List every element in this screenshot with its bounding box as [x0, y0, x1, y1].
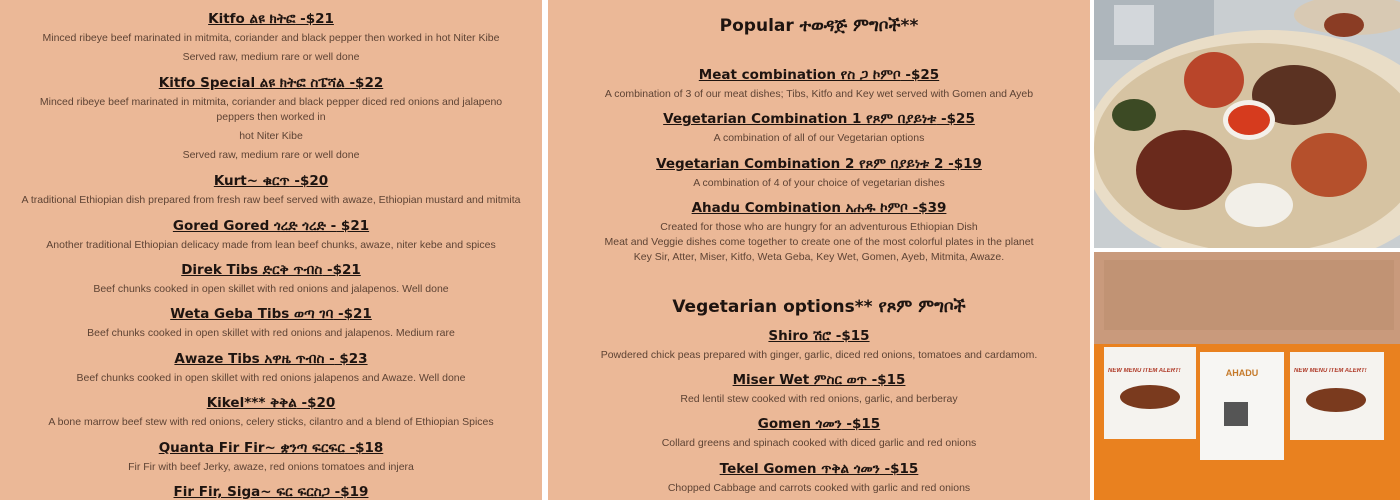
menu-item-description: Created for those who are hungry for an adventurous Ethiopian Dish — [660, 221, 978, 233]
restaurant-wall-photo — [1094, 252, 1400, 500]
section-heading-popular: Popular ተወዳጅ ምግቦች** — [719, 16, 919, 36]
menu-item-description: Key Sir, Atter, Miser, Kitfo, Weta Geba, Key Wet, Gomen, Ayeb, Mitmita, Awaze. — [633, 251, 1005, 263]
menu-item-title: Gored Gored ጎረድ ጎረድ - $21 — [172, 218, 370, 234]
menu-item-description: A combination of 3 of our meat dishes; Tibs, Kitfo and Key wet served with Gomen and Ayeb — [604, 88, 1034, 100]
menu-item-description: hot Niter Kibe — [239, 130, 303, 142]
menu-item-title: Ahadu Combination አሐዱ ኮምቦ -$39 — [691, 200, 947, 216]
menu-item-title: Tekel Gomen ጥቅል ጎመን -$15 — [719, 461, 919, 477]
menu-item-price: -$18 — [344, 440, 384, 456]
menu-item-title: Quanta Fir Fir~ ቋንጣ ፍርፍር -$18 — [158, 440, 384, 456]
menu-item-price: -$21 — [322, 262, 361, 278]
menu-item — [548, 111, 1090, 146]
poster-left-caption: NEW MENU ITEM ALERT! — [1108, 368, 1181, 374]
menu-item-price: $21 — [336, 218, 370, 234]
menu-item-description: Minced ribeye beef marinated in mitmita, coriander and black pepper diced red onions and jalapeno peppers then worked in — [39, 96, 503, 123]
menu-item — [548, 416, 1090, 451]
menu-item — [548, 328, 1090, 363]
menu-page-combos-vegetarian — [548, 0, 1090, 500]
menu-item — [548, 461, 1090, 496]
menu-item-price: -$15 — [831, 328, 870, 344]
menu-item-price: -$15 — [841, 416, 881, 432]
menu-item — [548, 156, 1090, 191]
menu-item — [0, 351, 542, 386]
menu-item-description: A bone marrow beef stew with red onions, celery sticks, cilantro and a blend of Ethiopian Spices — [48, 416, 494, 428]
menu-item-description: Collard greens and spinach cooked with diced garlic and red onions — [661, 437, 977, 449]
menu-item-description: A traditional Ethiopian dish prepared from fresh raw beef served with awaze, Ethiopian mustard and mitmita — [21, 194, 521, 206]
menu-item-price: -$19 — [943, 156, 982, 172]
menu-item — [548, 67, 1090, 102]
poster-center-logo: AHADU — [1225, 368, 1259, 378]
menu-item-title: Vegetarian Combination 2 የጾም በያይነቱ 2 -$19 — [656, 156, 982, 172]
menu-item-description: Beef chunks cooked in open skillet with red onions and jalapenos. Medium rare — [87, 327, 455, 339]
poster-right-caption: NEW MENU ITEM ALERT! — [1294, 368, 1367, 374]
menu-item-price: -$39 — [907, 200, 947, 216]
menu-item-description: Served raw, medium rare or well done — [182, 51, 360, 63]
menu-item — [548, 372, 1090, 407]
menu-item-price: -$25 — [900, 67, 940, 83]
menu-item — [0, 218, 542, 253]
menu-item-title: Awaze Tibs አዋዜ ጥብስ - $23 — [174, 351, 368, 367]
menu-item — [0, 306, 542, 341]
menu-item-price: -$20 — [289, 173, 329, 189]
menu-item — [0, 11, 542, 65]
menu-item-title: Miser Wet ምስር ወጥ -$15 — [732, 372, 906, 388]
menu-item-price: -$19 — [329, 484, 369, 500]
menu-item-price: -$25 — [936, 111, 975, 127]
menu-item-title: Kurt~ ቁርጥ -$20 — [213, 173, 329, 189]
menu-item-price: -$15 — [866, 372, 906, 388]
menu-item-title: Meat combination የስ ጋ ኮምቦ -$25 — [698, 67, 940, 83]
menu-item-title: Vegetarian Combination 1 የጾም በያይነቱ -$25 — [663, 111, 975, 127]
menu-item — [0, 395, 542, 430]
menu-item — [0, 440, 542, 475]
menu-item-price: -$21 — [333, 306, 372, 322]
food-platter-illustration — [1094, 0, 1400, 248]
menu-item-description: Red lentil stew cooked with red onions, garlic, and berberay — [680, 393, 958, 405]
menu-item-description: A combination of 4 of your choice of vegetarian dishes — [693, 177, 945, 189]
menu-item-title: Kitfo ልዩ ክትፎ -$21 — [208, 11, 334, 27]
menu-item-price: -$22 — [344, 75, 384, 91]
menu-item-price: $23 — [334, 351, 368, 367]
menu-item-title: Kikel*** ቅቅል -$20 — [206, 395, 336, 411]
menu-item-description: A combination of all of our Vegetarian options — [713, 132, 925, 144]
menu-item-description: Another traditional Ethiopian delicacy made from lean beef chunks, awaze, niter kebe and spices — [46, 239, 496, 251]
menu-item-description: Chopped Cabbage and carrots cooked with garlic and red onions — [667, 482, 971, 494]
menu-item-title: Kitfo Special ልዩ ክትፎ ስፔሻል -$22 — [158, 75, 384, 91]
menu-item — [0, 484, 542, 500]
menu-item-description: Served raw, medium rare or well done — [182, 149, 360, 161]
menu-item-title: Fir Fir, Siga~ ፍር ፍርስጋ -$19 — [173, 484, 369, 500]
menu-item — [0, 173, 542, 208]
menu-page-meat-dishes — [0, 0, 542, 500]
menu-item-title: Weta Geba Tibs ወጣ ገባ -$21 — [170, 306, 372, 322]
menu-item-price: -$15 — [879, 461, 919, 477]
menu-item-description: Meat and Veggie dishes come together to create one of the most colorful plates in the planet — [604, 236, 1034, 248]
menu-item — [0, 262, 542, 297]
menu-item-description: Fir Fir with beef Jerky, awaze, red onions tomatoes and injera — [128, 461, 414, 473]
section-heading-vegetarian: Vegetarian options** የጾም ምግቦች — [672, 297, 966, 317]
menu-item-title: Gomen ጎመን -$15 — [757, 416, 881, 432]
menu-item — [548, 200, 1090, 265]
menu-item-description: Powdered chick peas prepared with ginger, garlic, diced red onions, tomatoes and cardamom. — [600, 349, 1038, 361]
menu-item-price: -$21 — [295, 11, 334, 27]
menu-item-description: Minced ribeye beef marinated in mitmita, coriander and black pepper then worked in hot Niter Kibe — [42, 32, 500, 44]
menu-item-description: Beef chunks cooked in open skillet with red onions jalapenos and Awaze. Well done — [76, 372, 466, 384]
menu-item — [0, 75, 542, 163]
food-platter-photo — [1094, 0, 1400, 248]
menu-item-title: Direk Tibs ድርቅ ጥብስ -$21 — [181, 262, 361, 278]
menu-item-description: Beef chunks cooked in open skillet with red onions and jalapenos. Well done — [93, 283, 449, 295]
menu-item-title: Shiro ሽሮ -$15 — [768, 328, 870, 344]
menu-item-price: -$20 — [296, 395, 336, 411]
